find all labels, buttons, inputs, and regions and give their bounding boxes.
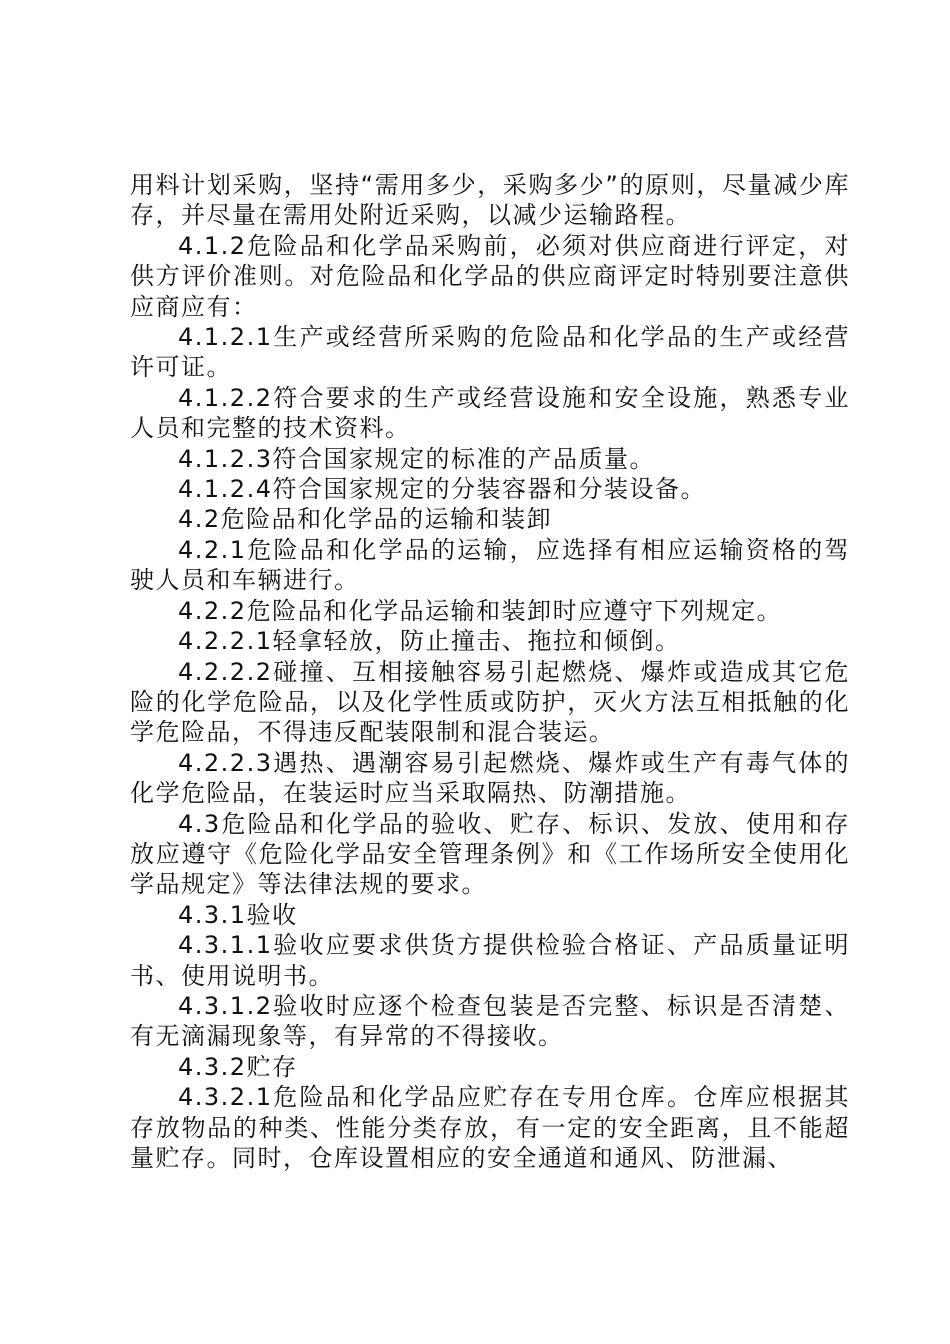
section-heading-4-2: 4.2危险品和化学品的运输和装卸 (178, 505, 553, 534)
paragraph-13: 4.3危险品和化学品的验收、贮存、标识、发放、使用和存放应遵守《危险化学品安全管理条例》和《工作场所安全使用化学品规定》等法律法规的要求。 (130, 809, 850, 899)
paragraph-5: 4.1.2.3符合国家规定的标准的产品质量。 (178, 444, 655, 473)
paragraph-18: 4.3.2.1危险品和化学品应贮存在专用仓库。仓库应根据其存放物品的种类、性能分类存放，有一定的安全距离，且不能超量贮存。同时，仓库设置相应的安全通道和通风、防泄漏、 (130, 1083, 850, 1172)
paragraph-1: 用料计划采购，坚持“需用多少，采购多少”的原则，尽量减少库存，并尽量在需用处附近采购，以减少运输路程。 (130, 171, 850, 230)
paragraph-4: 4.1.2.2符合要求的生产或经营设施和安全设施，熟悉专业人员和完整的技术资料。 (130, 383, 850, 443)
paragraph-16: 4.3.1.2验收时应逐个检查包装是否完整、标识是否清楚、有无滴漏现象等，有异常的不得接收。 (130, 991, 850, 1051)
paragraph-12: 4.2.2.3遇热、遇潮容易引起燃烧、爆炸或生产有毒气体的化学危险品，在装运时应当采取隔热、防潮措施。 (130, 748, 850, 808)
paragraph-6: 4.1.2.4符合国家规定的分装容器和分装设备。 (178, 475, 706, 504)
paragraph-2: 4.1.2危险品和化学品采购前，必须对供应商进行评定，对供方评价准则。对危险品和化学品的供应商评定时特别要注意供应商应有： (130, 231, 850, 321)
document-body (130, 170, 850, 1173)
paragraph-8: 4.2.1危险品和化学品的运输，应选择有相应运输资格的驾驶人员和车辆进行。 (130, 535, 850, 595)
paragraph-3: 4.1.2.1生产或经营所采购的危险品和化学品的生产或经营许可证。 (130, 323, 850, 382)
paragraph-11: 4.2.2.2碰撞、互相接触容易引起燃烧、爆炸或造成其它危险的化学危险品，以及化学性质或防护，灭火方法互相抵触的化学危险品，不得违反配装限制和混合装运。 (130, 657, 850, 747)
section-heading-4-3-2: 4.3.2贮存 (178, 1052, 298, 1081)
paragraph-10: 4.2.2.1轻拿轻放，防止撞击、拖拉和倾倒。 (178, 627, 681, 656)
paragraph-9: 4.2.2危险品和化学品运输和装卸时应遵守下列规定。 (178, 596, 783, 625)
paragraph-15: 4.3.1.1验收应要求供货方提供检验合格证、产品质量证明书、使用说明书。 (130, 931, 850, 990)
section-heading-4-3-1: 4.3.1验收 (178, 900, 298, 929)
